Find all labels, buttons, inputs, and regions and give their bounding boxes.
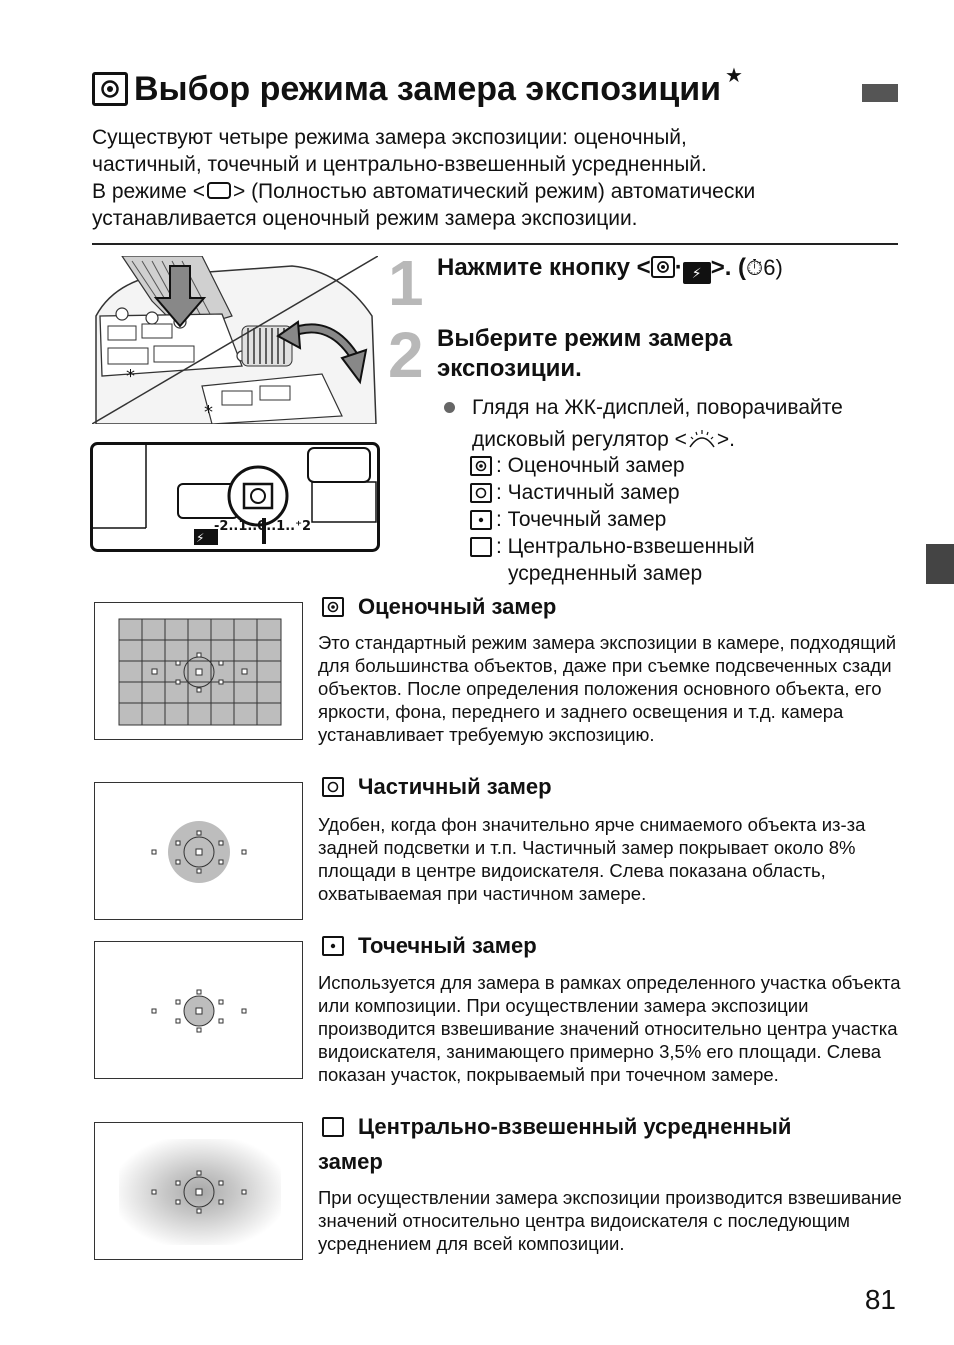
partial-metering-icon: [322, 777, 344, 797]
metering-button-icon: [651, 256, 675, 278]
page-title: [92, 66, 743, 112]
mode-label-line: : Центрально-взвешенный: [496, 535, 755, 558]
intro-text: > (Полностью автоматический режим) автоматически: [232, 180, 756, 203]
flash-compensation-icon: ⚡: [683, 262, 711, 284]
spot-metering-icon: [470, 510, 492, 530]
section-title: Частичный замер: [358, 774, 552, 799]
evaluative-metering-icon: [92, 72, 128, 106]
step1-instruction: Нажмите кнопку < · ⚡ >. (⏱6): [437, 254, 783, 284]
chapter-tab: [926, 544, 954, 584]
mode-partial: [470, 479, 900, 506]
flash-comp-symbol: ⚡: [196, 531, 205, 545]
evaluative-description: Это стандартный режим замера экспозиции в камере, подходящий для большинства объектов, даже при съемке подсвеченных сзади объектов. После определения положения основного объекта, его яркости, фона, переднего и заднего освещения и т.д. камера устанавливает требуемую экспозицию.: [318, 632, 897, 745]
step-number: 1: [388, 247, 424, 319]
intro-paragraph: [92, 124, 892, 232]
svg-text:*: *: [204, 402, 213, 423]
mode-label: : Оценочный замер: [496, 454, 685, 477]
mode-center-weighted: [470, 533, 900, 587]
partial-metering-icon: [470, 483, 492, 503]
bullet-text: дисковый регулятор <: [472, 428, 687, 451]
section-title: Центрально-взвешенный усредненный: [358, 1114, 792, 1139]
lcd-panel-illustration: [90, 442, 380, 552]
camera-top-illustration: [92, 256, 378, 424]
main-dial-icon: [687, 429, 717, 449]
mode-evaluative: [470, 452, 900, 479]
spot-heading: [322, 933, 537, 959]
mode-spot: [470, 506, 900, 533]
star-mark: ★: [725, 64, 743, 87]
auto-mode-icon: [207, 182, 231, 199]
step2-bullet: [444, 392, 904, 456]
section-title: Оценочный замер: [358, 594, 557, 619]
evaluative-metering-icon: [322, 597, 344, 617]
step2-instruction: Выберите режим замера экспозиции.: [437, 325, 733, 382]
mode-label: : Точечный замер: [496, 508, 667, 531]
divider: [92, 243, 898, 245]
center-weighted-diagram: [94, 1122, 303, 1260]
center-weighted-heading: [322, 1114, 791, 1140]
title-text: Выбор режима замера экспозиции: [134, 69, 722, 108]
metering-modes-list: [470, 452, 900, 587]
section-title: Точечный замер: [358, 933, 537, 958]
spot-diagram: [94, 941, 303, 1079]
intro-text: В режиме <: [92, 180, 205, 203]
step1-text: Нажмите кнопку <: [437, 254, 651, 281]
timer-icon: ⏱6: [746, 255, 776, 280]
intro-line: Существуют четыре режима замера экспозиции: оценочный,: [92, 126, 687, 149]
center-weighted-heading-line2: замер: [318, 1149, 383, 1174]
intro-line: частичный, точечный и центрально-взвешенный усредненный.: [92, 153, 707, 176]
step-number: 2: [388, 319, 424, 391]
partial-diagram: [94, 782, 303, 920]
step1-text: >. (: [710, 254, 747, 281]
mode-label: : Частичный замер: [496, 481, 680, 504]
evaluative-diagram: [94, 602, 303, 740]
spot-description: Используется для замера в рамках определенного участка объекта или композиции. При осуществлении замера экспозиции производится взвешивание значений относительно центра участка видоискателя, занимающего примерно 3,5% его площади. Слева показан участок, покрываемый при точечном замере.: [318, 972, 901, 1085]
mode-label: [496, 533, 755, 587]
center-weighted-metering-icon: [470, 537, 492, 557]
partial-heading: [322, 774, 552, 800]
bullet-line: Глядя на ЖК-дисплей, поворачивайте: [472, 396, 843, 419]
center-weighted-metering-icon: [322, 1117, 344, 1137]
page-number: 81: [864, 1284, 896, 1315]
evaluative-metering-icon: [470, 456, 492, 476]
center-weighted-description: При осуществлении замера экспозиции производится взвешивание значений относительно центра видоискателя с последующим усреднением для всей композиции.: [318, 1187, 902, 1254]
intro-line: [92, 178, 892, 205]
partial-description: Удобен, когда фон значительно ярче снимаемого объекта из-за задней подсветки и т.п. Частичный замер покрывает около 8% площади в центре видоискателя. Слева показана область, охватываемая при частичном замере.: [318, 814, 866, 904]
spot-metering-icon: [322, 936, 344, 956]
intro-line: устанавливается оценочный режим замера экспозиции.: [92, 207, 638, 230]
step1-text: ): [775, 255, 783, 280]
mode-label-line: усредненный замер: [508, 562, 703, 585]
title-bar-mark: [862, 84, 898, 102]
bullet-dot: [444, 402, 455, 413]
bullet-text: >.: [716, 428, 736, 451]
svg-text:*: *: [126, 366, 135, 387]
exposure-scale: -2..1..0..1..⁺2: [214, 519, 311, 534]
evaluative-heading: [322, 594, 556, 620]
